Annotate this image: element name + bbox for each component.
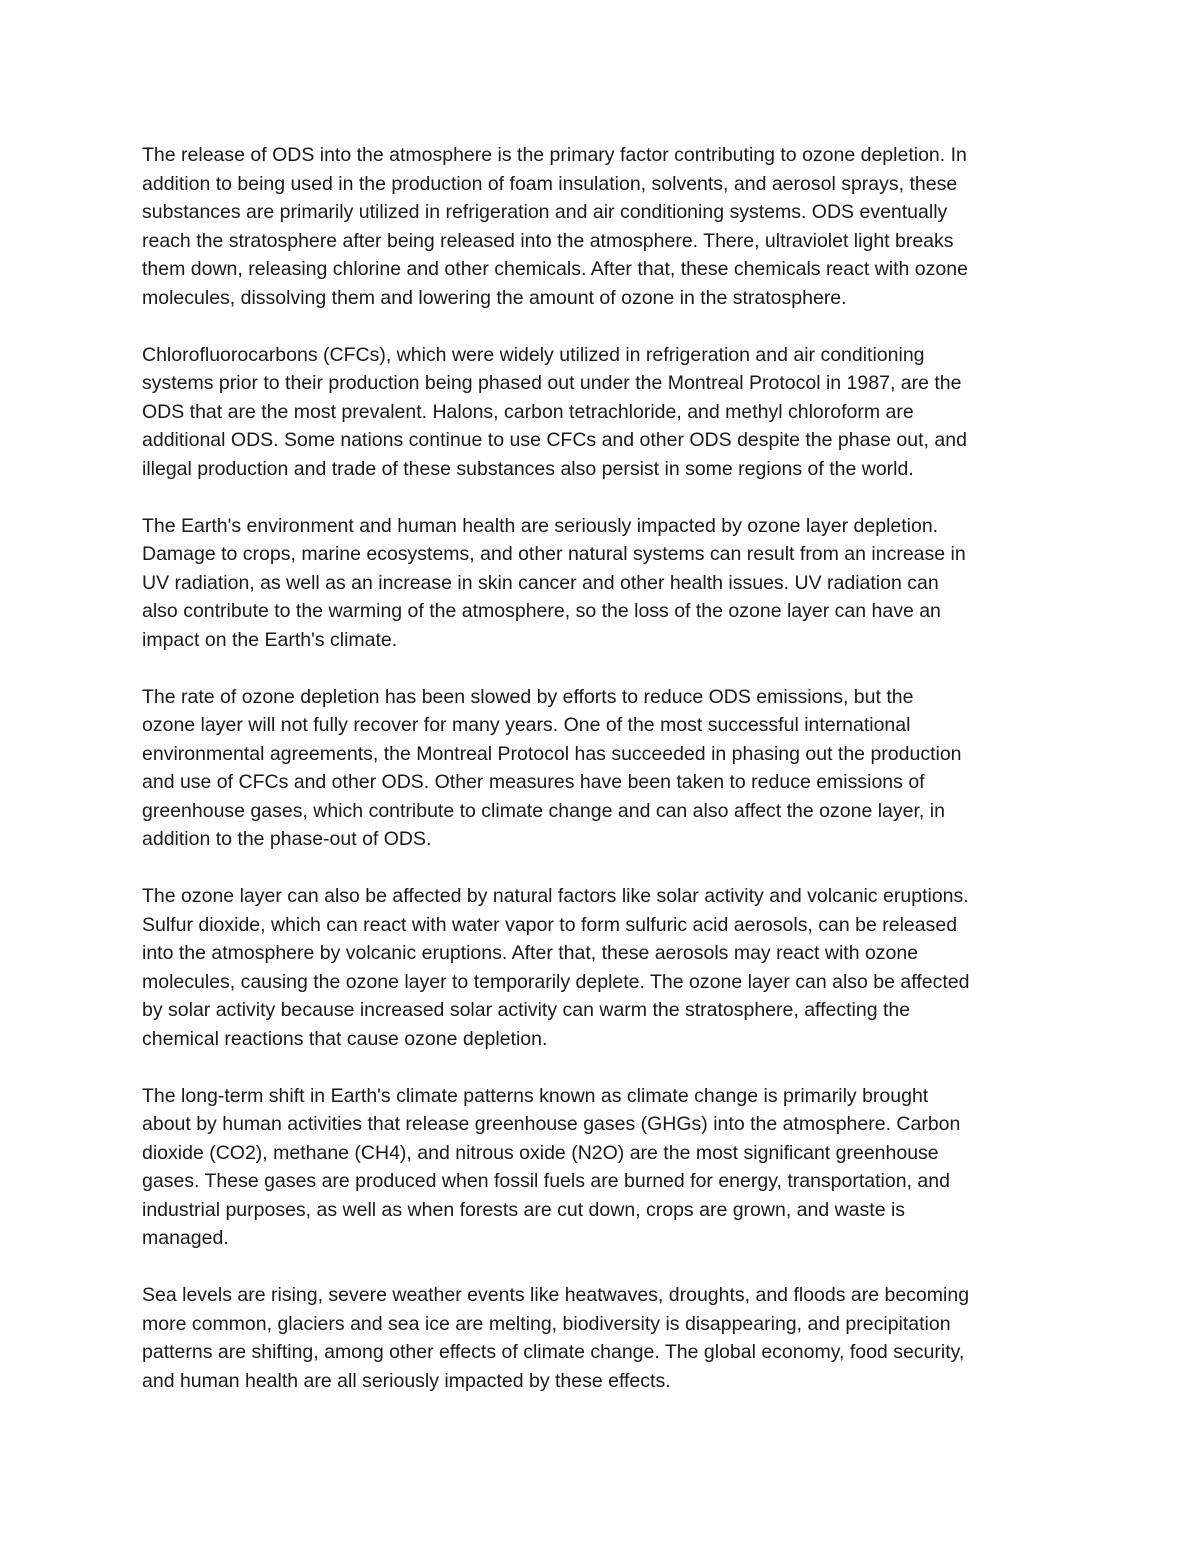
paragraph-cfcs: Chlorofluorocarbons (CFCs), which were widely utilized in refrigeration and air conditioning systems prior to their production being phased out under the Montreal Protocol in 1987, are the ODS that are the most prevalent. Halons, carbon tetrachloride, and methyl chloroform are additional ODS. Some nations continue to use CFCs and other ODS despite the phase out, and illegal production and trade of these substances also persist in some regions of the world. bbox=[142, 343, 967, 480]
paragraph-natural-factors: The ozone layer can also be affected by natural factors like solar activity and volcanic eruptions. Sulfur dioxide, which can react with water vapor to form sulfuric acid aerosols, can be released into the atmosphere by volcanic eruptions. After that, these aerosols may react with ozone molecules, causing the ozone layer to temporarily deplete. The ozone layer can also be affected by solar activity because increased solar activity can warm the stratosphere, affecting the chemical reactions that cause ozone depletion. bbox=[142, 885, 970, 1050]
paragraph-health-impact: The Earth's environment and human health are seriously impacted by ozone layer depletion. Damage to crops, marine ecosystems, and other natural systems can result from an increase in UV radiation, as well as an increase in skin cancer and other health issues. UV radiation can also contribute to the warming of the atmosphere, so the loss of the ozone layer can have an impact on the Earth's climate. bbox=[142, 514, 966, 651]
paragraph-recovery: The rate of ozone depletion has been slowed by efforts to reduce ODS emissions, but the ozone layer will not fully recover for many years. One of the most successful international environmental agreements, the Montreal Protocol has succeeded in phasing out the production and use of CFCs and other ODS. Other measures have been taken to reduce emissions of greenhouse gases, which contribute to climate change and can also affect the ozone layer, in addition to the phase-out of ODS. bbox=[142, 685, 962, 850]
paragraph-effects: Sea levels are rising, severe weather events like heatwaves, droughts, and floods are becoming more common, glaciers and sea ice are melting, biodiversity is disappearing, and precipitation patterns are shifting, among other effects of climate change. The global economy, food security, and human health are all seriously impacted by these effects. bbox=[142, 1284, 970, 1392]
document-body bbox=[142, 141, 1072, 1424]
paragraph-ods-release: The release of ODS into the atmosphere is the primary factor contributing to ozone depletion. In addition to being used in the production of foam insulation, solvents, and aerosol sprays, these substances are primarily utilized in refrigeration and air conditioning systems. ODS eventually reach the stratosphere after being released into the atmosphere. There, ultraviolet light breaks them down, releasing chlorine and other chemicals. After that, these chemicals react with ozone molecules, dissolving them and lowering the amount of ozone in the stratosphere. bbox=[142, 144, 968, 309]
paragraph-climate-change: The long-term shift in Earth's climate patterns known as climate change is primarily brought about by human activities that release greenhouse gases (GHGs) into the atmosphere. Carbon dioxide (CO2), methane (CH4), and nitrous oxide (N2O) are the most significant greenhouse gases. These gases are produced when fossil fuels are burned for energy, transportation, and industrial purposes, as well as when forests are cut down, crops are grown, and waste is managed. bbox=[142, 1084, 961, 1249]
